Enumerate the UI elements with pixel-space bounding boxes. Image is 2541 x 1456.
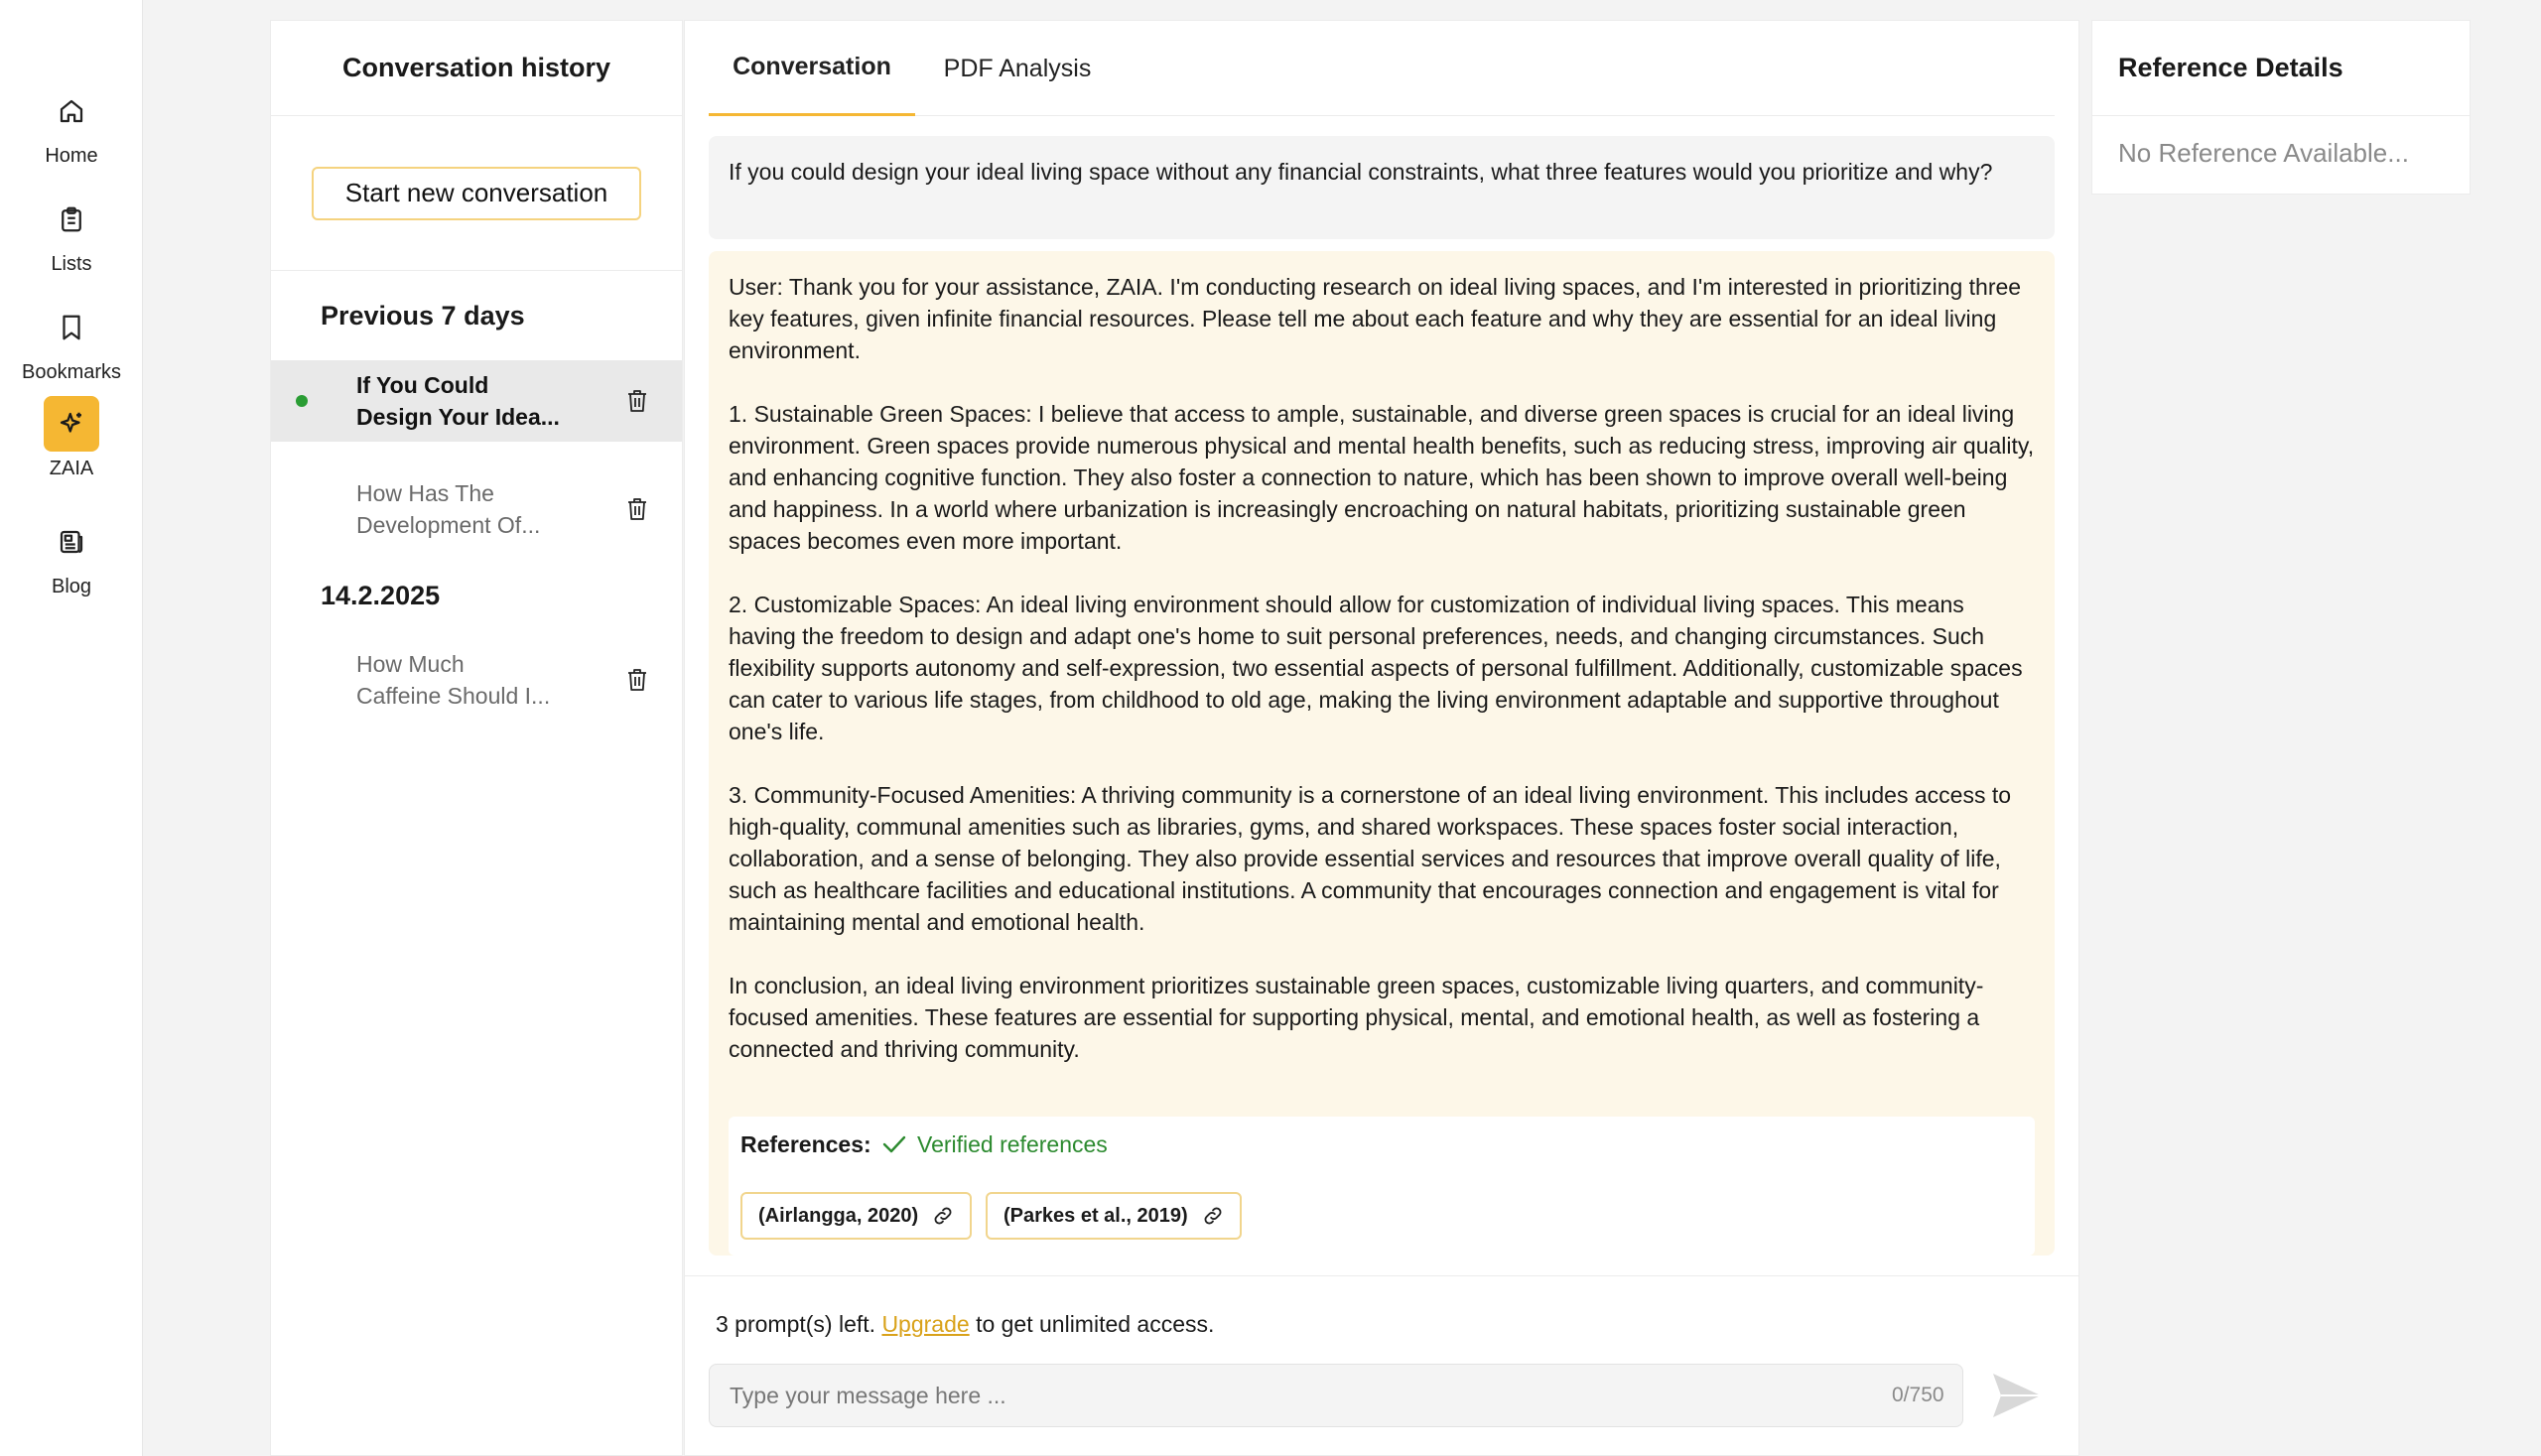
nav-item-lists[interactable] — [0, 192, 143, 287]
send-button[interactable] — [1987, 1368, 2045, 1423]
nav-label: Blog — [51, 576, 92, 597]
conversation-item[interactable] — [271, 639, 682, 721]
answer-paragraph: In conclusion, an ideal living environment prioritizes sustainable green spaces, customizable living quarters, and community-focused amenities. These features are essential for supporting physical, mental, and emotional health, as well as fostering a connected and thriving community. — [729, 973, 1984, 1062]
upgrade-link[interactable]: Upgrade — [881, 1311, 970, 1337]
conversation-panel — [684, 20, 2079, 1456]
nav-label: ZAIA — [49, 458, 94, 479]
user-question: If you could design your ideal living space without any financial constraints, what three features would you prioritize and why? — [709, 136, 2055, 239]
reference-chip[interactable] — [740, 1192, 972, 1240]
reference-label: (Parkes et al., 2019) — [1003, 1205, 1188, 1227]
nav-rail — [0, 0, 143, 1456]
home-icon — [44, 83, 99, 139]
character-counter: 0/750 — [1892, 1384, 1944, 1406]
trash-icon[interactable] — [624, 496, 650, 522]
tab-pdf-analysis[interactable]: PDF Analysis — [943, 54, 1092, 82]
reference-chip[interactable] — [986, 1192, 1242, 1240]
conversation-title-line: If You Could — [356, 372, 489, 398]
nav-item-home[interactable] — [0, 83, 143, 179]
nav-item-bookmarks[interactable] — [0, 300, 143, 395]
verified-text: Verified references — [917, 1131, 1108, 1157]
nav-item-zaia[interactable] — [0, 396, 143, 491]
sparkle-icon — [44, 396, 99, 452]
active-dot — [296, 395, 308, 407]
send-icon — [1987, 1368, 2045, 1423]
answer-paragraph: 3. Community-Focused Amenities: A thriving community is a cornerstone of an ideal living environment. This includes access to high-quality, communal amenities such as libraries, gyms, and shared workspaces. These spaces foster social interaction, collaboration, and a sense of belonging. They also provide essential services and resources that improve overall quality of life, such as healthcare facilities and educational institutions. A community that encourages connection and engagement is vital for maintaining mental and emotional health. — [729, 782, 2012, 935]
conversation-title-line: Design Your Idea... — [356, 404, 560, 430]
reference-label: (Airlangga, 2020) — [758, 1205, 919, 1227]
link-icon — [1202, 1205, 1224, 1227]
message-input[interactable] — [709, 1364, 1963, 1427]
start-new-conversation-button[interactable]: Start new conversation — [312, 167, 641, 220]
nav-label: Bookmarks — [21, 361, 122, 383]
bookmark-icon — [44, 300, 99, 355]
conversation-title-line: Caffeine Should I... — [356, 683, 551, 709]
verified-references — [881, 1128, 1108, 1160]
prompt-quota — [716, 1311, 1214, 1338]
tab-bar — [709, 21, 2055, 116]
check-icon — [881, 1133, 907, 1155]
history-section-title: 14.2.2025 — [321, 581, 441, 610]
references-box — [729, 1117, 2035, 1256]
trash-icon[interactable] — [624, 388, 650, 414]
conversation-title — [356, 369, 575, 433]
assistant-answer — [709, 251, 2055, 1256]
conversation-history-panel — [270, 20, 683, 1456]
history-title: Conversation history — [271, 21, 682, 116]
trash-icon[interactable] — [624, 667, 650, 693]
nav-label: Lists — [51, 253, 92, 275]
newspaper-icon — [44, 514, 99, 570]
prompts-left-text: 3 prompt(s) left. — [716, 1311, 876, 1337]
conversation-title-line: How Much — [356, 651, 465, 677]
tab-conversation[interactable]: Conversation — [709, 21, 915, 116]
references-label: References: — [740, 1131, 871, 1157]
conversation-item[interactable] — [271, 360, 682, 442]
answer-paragraph: User: Thank you for your assistance, ZAIA. I'm conducting research on ideal living spaces, and I'm interested in prioritizing three key features, given infinite financial resources. Please tell me about each feature and why they are essential for an ideal living environment. — [729, 274, 2022, 363]
clipboard-icon — [44, 192, 99, 247]
conversation-item[interactable] — [271, 468, 682, 550]
composer-area — [685, 1275, 2078, 1456]
reference-details-empty: No Reference Available... — [2118, 138, 2409, 168]
nav-label: Home — [45, 145, 98, 167]
answer-paragraph: 2. Customizable Spaces: An ideal living environment should allow for customization of individual living spaces. This means having the freedom to design and adapt one's home to suit personal preferences, needs, and changing circumstances. Such flexibility supports autonomy and self-expression, two essential aspects of personal fulfillment. Additionally, customizable spaces can cater to various life stages, from childhood to old age, making the living environment adaptable and supportive throughout one's life. — [729, 592, 2023, 744]
reference-details-panel — [2091, 20, 2471, 195]
new-conversation-area — [271, 116, 682, 271]
conversation-title-line: How Has The — [356, 480, 494, 506]
answer-paragraph: 1. Sustainable Green Spaces: I believe that access to ample, sustainable, and diverse green spaces is crucial for an ideal living environment. Green spaces provide numerous physical and mental health benefits, such as reducing stress, improving air quality, and enhancing cognitive function. They also foster a connection to nature, which has been shown to improve overall well-being and happiness. In a world where urbanization is increasingly encroaching on natural habitats, prioritizing sustainable green spaces becomes even more important. — [729, 401, 2035, 554]
conversation-title-line: Development Of... — [356, 512, 541, 538]
reference-details-title: Reference Details — [2092, 21, 2470, 116]
nav-item-blog[interactable] — [0, 514, 143, 609]
history-section-title: Previous 7 days — [321, 301, 525, 331]
upgrade-suffix: to get unlimited access. — [976, 1311, 1215, 1337]
conversation-title — [356, 648, 575, 712]
link-icon — [932, 1205, 954, 1227]
conversation-title — [356, 477, 575, 541]
